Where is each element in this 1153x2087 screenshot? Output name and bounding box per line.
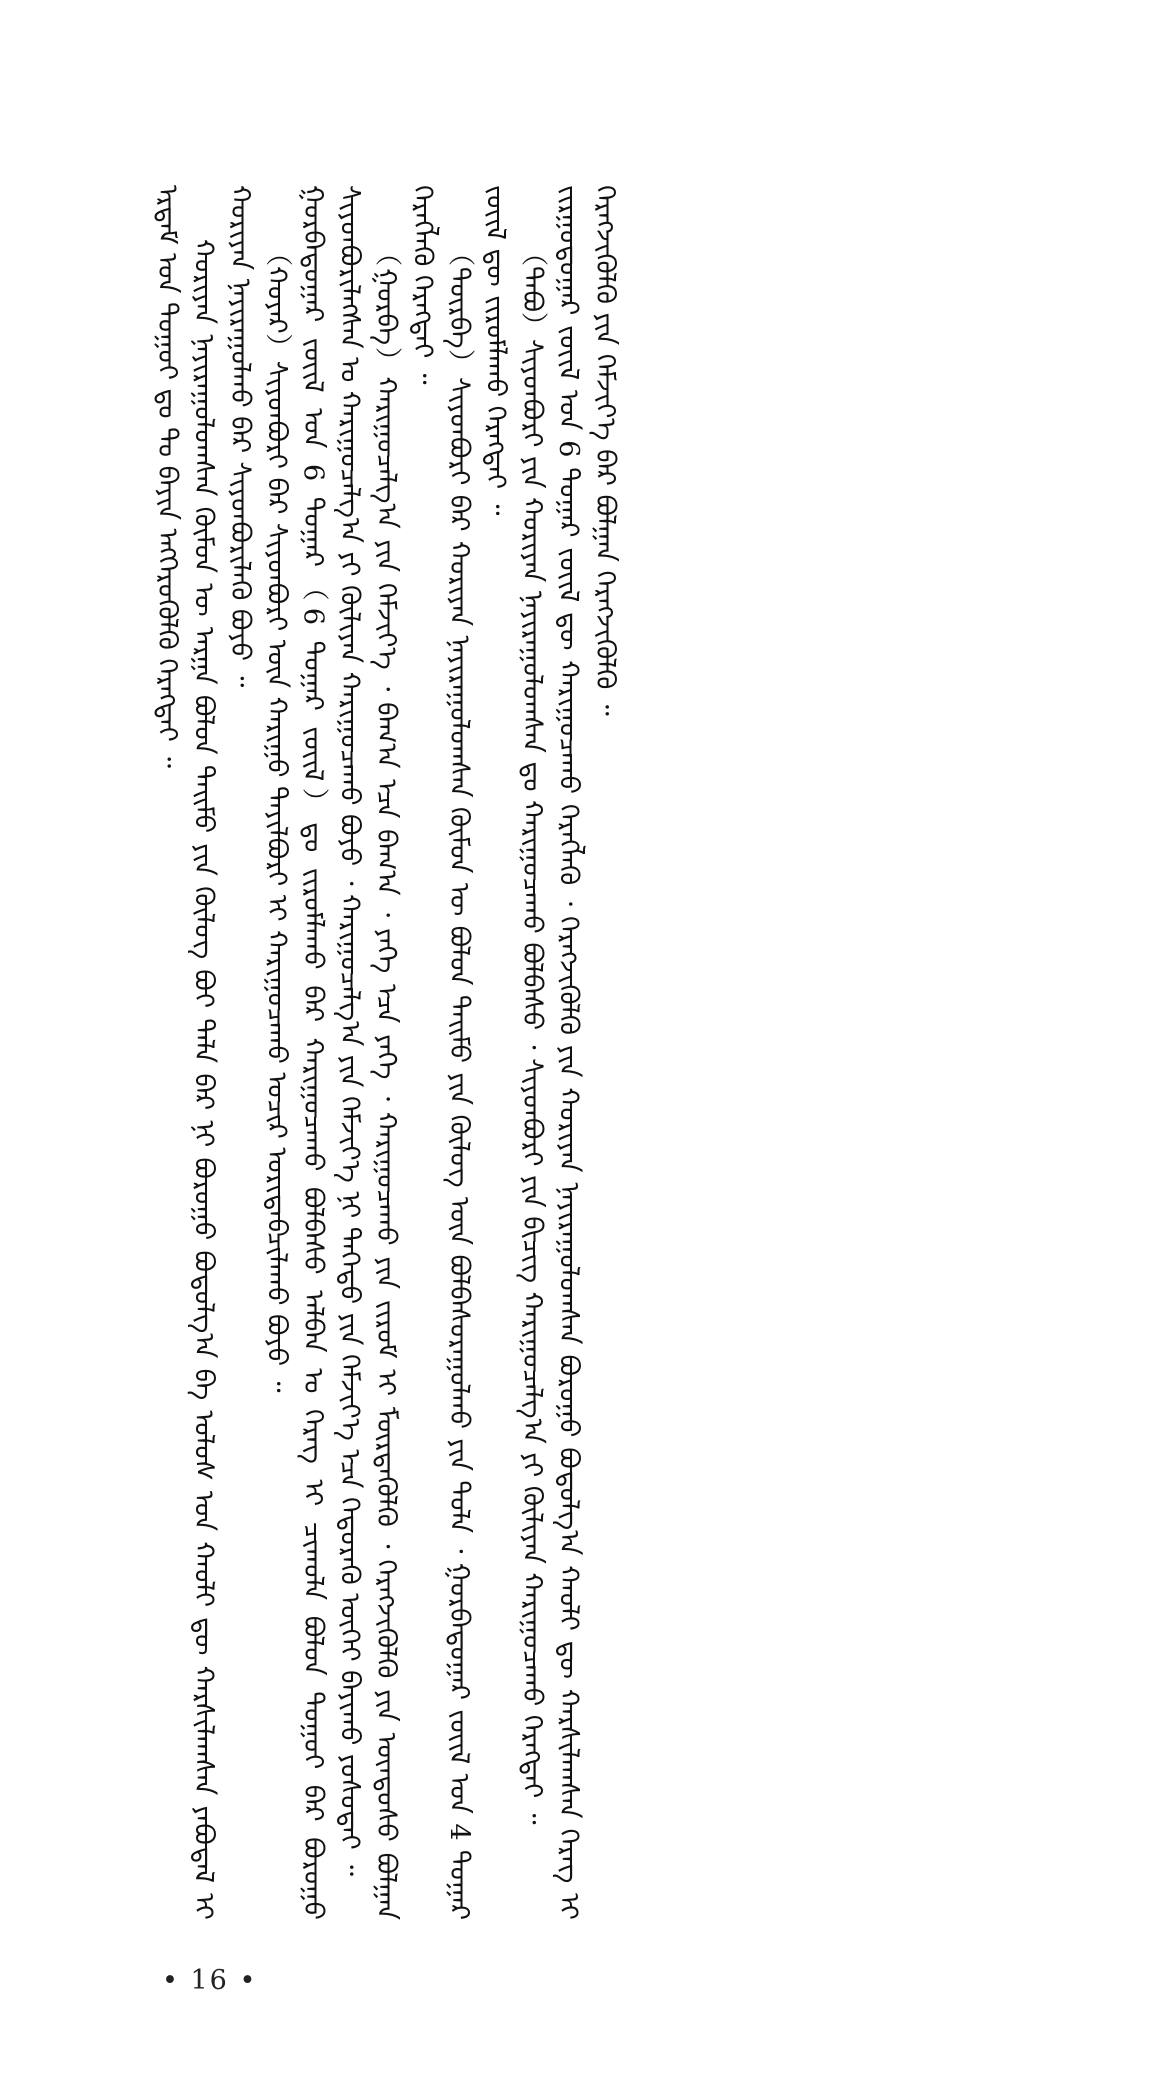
paragraph-7: （ᠲᠠᠪᠤ）ᠰᠢᠶᠳᠪᠦᠷᠢ ᠶᠢᠨ ᠬᠤᠷᠢᠶᠠᠨ ᠨᠠᠶᠢᠷᠠᠭᠤᠯᠤᠭᠰᠠᠨ ᠳᠤ ᠬᠠᠷᠢᠭᠤᠴᠠᠬᠤ ᠪᠣᠯᠪᠠᠰᠤ ᠂ ᠰᠢᠶᠳᠪᠦᠷᠢ ᠶᠢᠨ ᠪᠢᠴᠢᠭ ᠬᠠᠷᠢᠭᠤᠴᠠᠯᠭ᠎ᠠ ᠶᠢ ᠬᠦᠯᠢᠶᠡᠨ ᠬᠠᠷᠢᠭᠤᠴᠠᠬᠤ ᠬᠡᠷᠡᠭᠲᠡᠢ ᠃ xyxy=(516,239,548,1825)
vertical-mongolian-text xyxy=(148,185,908,1920)
paragraph-8: ᠵᠢᠷᠭᠤᠳᠤᠭᠠᠷ ᠵᠦᠢᠯ ᠤᠨ 6 ᠳᠤᠭᠠᠷ ᠵᠦᠢᠯ ᠳᠦ ᠬᠠᠷᠢᠭᠤᠴᠠᠬᠤ ᠬᠡᠷᠡᠭᠯᠡᠬᠦ ᠂ ᠬᠡᠷᠡᠭᠵᠢᠭᠦᠯᠬᠦ ᠶᠢᠨ ᠬᠤᠷᠢᠶᠠᠨ ᠨᠠᠶᠢᠷᠠᠭᠤᠯᠤᠭᠰᠠᠨ ᠪᠤᠷᠤᠭᠤ ᠪᠤᠳᠤᠯᠭ᠎ᠠ ᠬᠠᠤᠯᠢ ᠳᠦ ᠬᠠᠷᠰᠢᠯᠠᠭᠰᠠᠨ ᠬᠡᠷᠡᠭ ᠢ ᠬᠡᠷᠡᠭᠵᠢᠭᠦᠯᠬᠦ ᠶᠢᠨ ᠬᠡᠮᠵᠢᠶ᠎ᠡ ᠪᠠᠷ ᠪᠣᠯᠭᠠᠨ ᠬᠡᠷᠡᠭᠵᠢᠭᠦᠯᠬᠦ ᠃ xyxy=(553,185,621,1920)
paragraph-4: ᠭᠤᠷᠪᠠᠳᠤᠭᠠᠷ ᠵᠦᠢᠯ ᠤᠨ 6 ᠳᠤᠭᠠᠷ（6 ᠳᠤᠭᠠᠷ ᠵᠦᠢᠯ）ᠳᠤ ᠵᠢᠷᠤᠮᠯᠠᠬᠤ ᠪᠠᠷ ᠬᠠᠷᠢᠭᠤᠴᠠᠬᠤ ᠪᠣᠯᠪᠠᠰᠤ ᠠᠯᠪᠠᠨ ᠤ ᠬᠡᠷᠡᠭ ᠢ ᠴᠢᠬᠤᠯᠠ ᠪᠣᠯᠤᠨ ᠳᠤᠭᠤᠢ ᠪᠠᠷ ᠪᠤᠷᠤᠭᠤ ᠰᠢᠶᠳᠪᠦᠷᠢᠯᠡᠭᠰᠡᠨ ᠤ ᠬᠠᠷᠢᠭᠤᠴᠠᠯᠭ᠎ᠠ ᠶᠢ ᠬᠦᠯᠢᠶᠡᠨ ᠬᠠᠷᠢᠭᠤᠴᠠᠬᠤ ᠪᠤᠶᠤ ᠂ ᠬᠠᠷᠢᠭᠤᠴᠠᠯᠭ᠎ᠠ ᠶᠢᠨ ᠬᠡᠮᠵᠢᠶ᠎ᠡ ᠨᠢ ᠳᠡᠭᠡᠳᠦ ᠶᠢᠨ ᠬᠡᠮᠵᠢᠶ᠎ᠡ ᠡᠴᠡ ᠬᠡᠲᠦᠷᠡᠬᠦ ᠦᠭᠡᠢ ᠪᠠᠶᠢᠬᠤ ᠶᠣᠰᠤᠲᠠᠢ ᠃ xyxy=(297,185,365,1920)
paragraph-3: （ᠬᠤᠶᠠᠷ）ᠰᠢᠶᠳᠪᠦᠷᠢ ᠪᠠᠷ ᠰᠢᠶᠳᠪᠦᠷᠢ ᠦᠨ ᠬᠠᠷᠢᠭᠤ ᠲᠠᠶᠢᠯᠪᠤᠷᠢ ᠢ ᠬᠠᠷᠢᠭᠤᠴᠠᠬᠤ ᠤᠴᠢᠷ ᠤᠷᠢᠳᠠᠪᠴᠢᠯᠠᠬᠤ ᠪᠤᠶᠤ ᠃ xyxy=(261,239,292,1393)
paragraph-1: ᠡᠷᠳᠡᠮ ᠤᠨ ᠳᠤᠭᠤᠢ ᠳᠤ ᠲᠤ ᠪᠠᠶᠢᠨ ᠡᠩᠭᠡᠷᠦᠭᠦᠯᠬᠦ ᠬᠡᠷᠡᠭᠲᠡᠢ ᠃ xyxy=(151,185,183,769)
page-number: • 16 • xyxy=(162,1965,258,1996)
paragraph-6: （ᠳᠦᠷᠪᠡ）ᠰᠢᠶᠳᠪᠦᠷᠢ ᠪᠠᠷ ᠬᠤᠷᠢᠶᠠᠨ ᠨᠠᠶᠢᠷᠠᠭᠤᠯᠤᠭᠰᠠᠨ ᠬᠦᠮᠦᠨ ᠦ ᠪᠣᠯᠤᠨ ᠳᠠᠢᠮᠤ ᠶᠢᠨ ᠬᠦᠯᠦᠭ ᠦᠨ ᠪᠣᠯᠪᠠᠰᠤᠷᠠᠭᠤᠯᠬᠤ ᠶᠢᠨ ᠲᠤᠯᠠ ᠂ ᠭᠤᠷᠪᠠᠳᠤᠭᠠᠷ ᠵᠦᠢᠯ ᠤᠨ 4 ᠳᠤᠭᠠᠷ ᠵᠦᠢᠯ ᠳᠦ ᠵᠢᠷᠤᠮᠯᠠᠬᠤ ᠬᠡᠷᠡᠭᠲᠡᠢ ᠃ xyxy=(443,185,511,1920)
paragraph-2: ᠬᠣᠷᠢᠶᠠᠨ ᠨᠠᠶᠢᠷᠠᠭᠤᠯᠤᠭᠰᠠᠨ ᠬᠦᠮᠦᠨ ᠦ ᠠᠷᠭᠠ ᠪᠣᠯᠤᠨ ᠳᠠᠢᠮᠤ ᠶᠢᠨ ᠬᠦᠯᠦᠭ ᠪᠤᠢ ᠲᠠᠯᠠ ᠪᠠᠷ ᠨᠢ ᠪᠤᠷᠤᠭᠤ ᠪᠤᠳᠤᠯᠭ᠎ᠠ ᠪᠠ ᠤᠯᠤᠰ ᠤᠨ ᠬᠠᠤᠯᠢ ᠳᠦ ᠬᠠᠷᠰᠢᠯᠠᠭᠰᠠᠨ ᠶᠠᠪᠤᠳᠠᠯ ᠢ ᠬᠤᠷᠢᠶᠠᠨ ᠨᠠᠶᠢᠷᠠᠭᠤᠯᠬᠤ ᠪᠠᠷ ᠰᠢᠶᠳᠪᠦᠷᠢᠯᠡᠬᠦ ᠪᠤᠶᠤ ᠃ xyxy=(188,185,256,1920)
paragraph-5: （ᠭᠤᠷᠪᠠ）ᠬᠠᠷᠢᠭᠤᠴᠠᠯᠭ᠎ᠠ ᠶᠢᠨ ᠬᠡᠮᠵᠢᠶ᠎ᠡ ᠂ ᠪᠠᠭ᠎ᠠ ᠡᠴᠡ ᠪᠠᠭ᠎ᠠ ᠂ ᠶᠡᠬᠡ ᠡᠴᠡ ᠶᠡᠬᠡ ᠂ ᠬᠠᠷᠢᠭᠤᠴᠠᠬᠤ ᠶᠢᠨ ᠵᠢᠷᠤᠮ ᠢ ᠮᠦᠷᠳᠡᠭᠦᠯᠬᠦ ᠂ ᠬᠡᠷᠡᠭᠵᠢᠭᠦᠯᠬᠦ ᠶᠢᠨ ᠦᠨᠳᠦᠰᠦ ᠪᠣᠯᠭᠠᠨ ᠬᠡᠷᠡᠭᠯᠡᠬᠦ ᠬᠡᠷᠡᠭᠲᠡᠢ ᠃ xyxy=(370,185,438,1920)
